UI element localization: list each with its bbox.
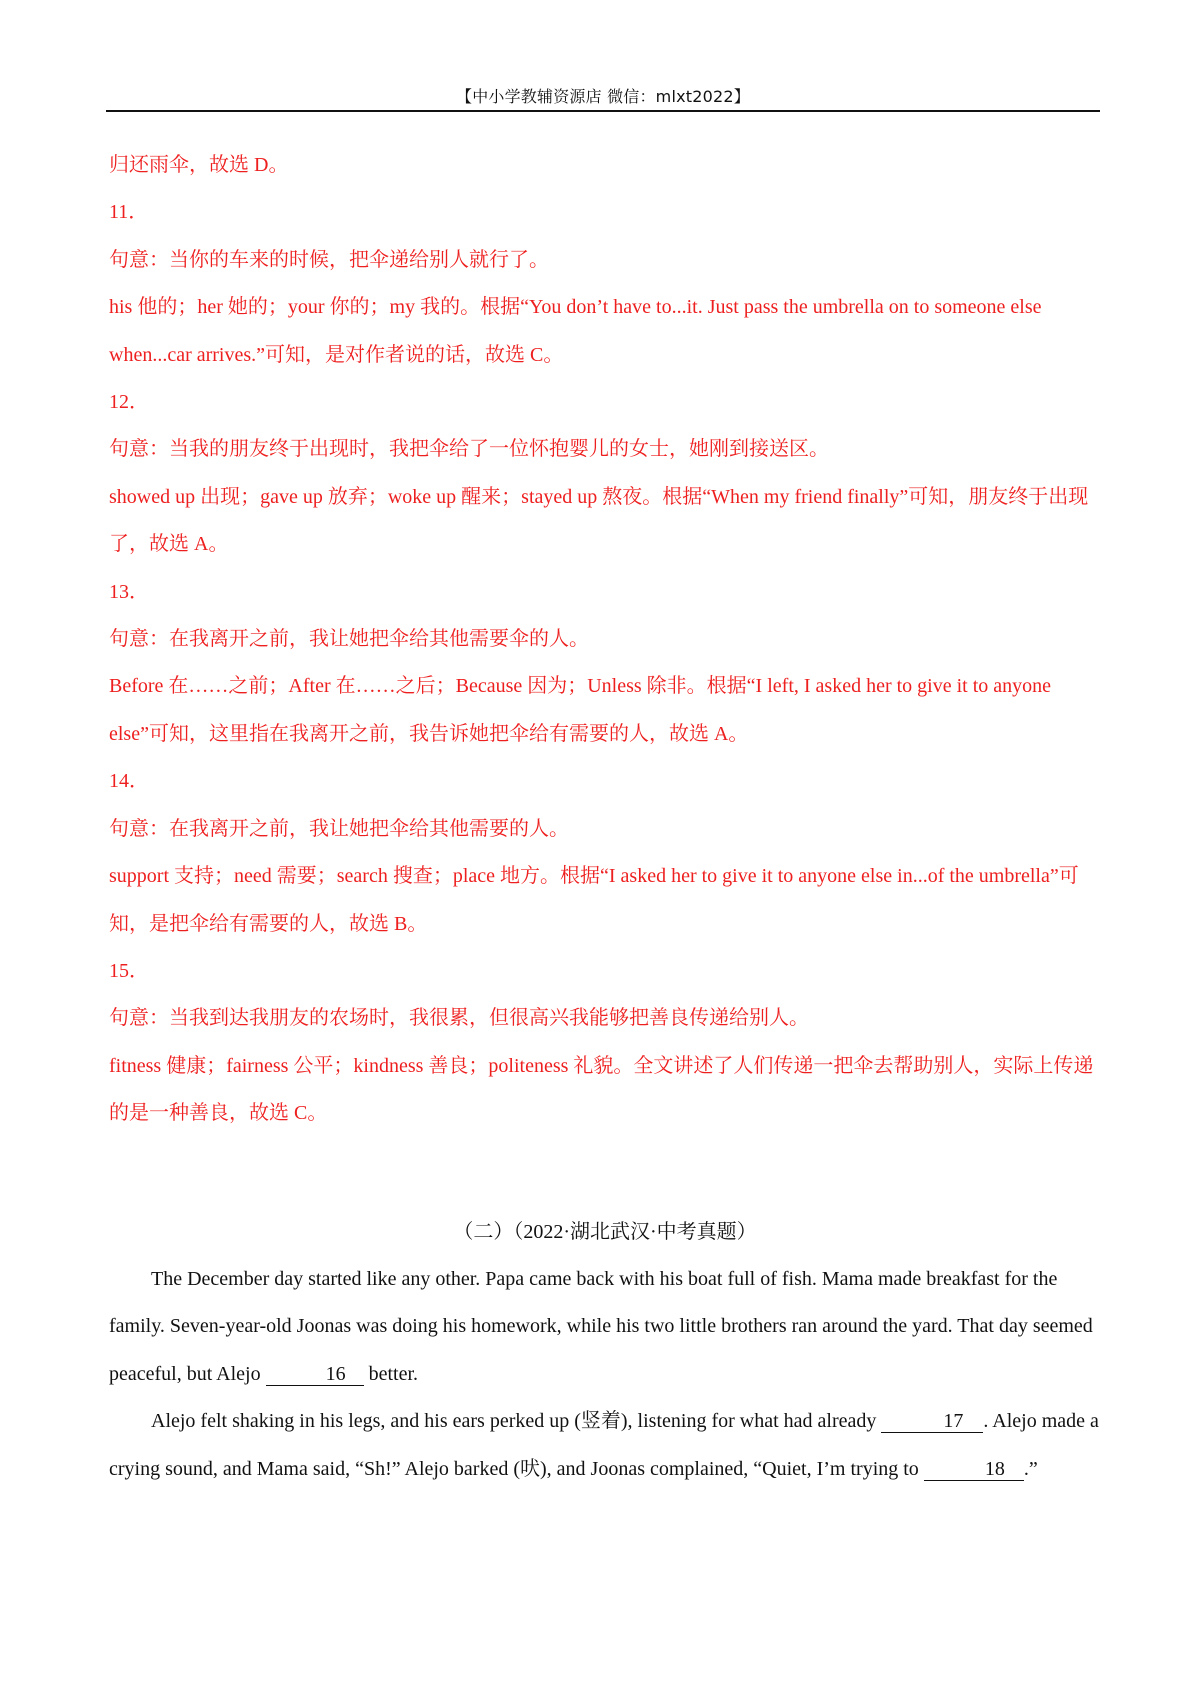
passage-text: .” bbox=[1023, 1457, 1038, 1480]
answer-number-13: 13． bbox=[109, 580, 149, 603]
blank-17: 17 bbox=[881, 1410, 983, 1433]
passage-text: The December day started like any other. Papa came back with his boat full of fish. Mama made breakfast for the family. Seven-year-old Joonas was doing his homework, while his two little brothers ran around the yard. That day seemed peaceful, but Alejo bbox=[109, 1267, 1093, 1385]
answer-meaning-13: 句意：在我离开之前，我让她把伞给其他需要伞的人。 bbox=[109, 628, 589, 651]
section-title: （二）（2022·湖北武汉·中考真题） bbox=[453, 1220, 757, 1243]
answer-analysis-13: Before 在……之前；After 在……之后；Because 因为；Unless 除非。根据“I left, I asked her to give it to anyone else”可知，这里指在我离开之前，我告诉她把伞给有需要的人，故选 A。 bbox=[109, 675, 1052, 745]
passage-paragraph-2 bbox=[109, 1398, 1101, 1493]
header-divider bbox=[106, 110, 1100, 112]
answer-continuation: 归还雨伞，故选 D。 bbox=[109, 154, 289, 176]
answer-analysis-14: support 支持；need 需要；search 搜查；place 地方。根据“I asked her to give it to anyone else in...of the umbrella”可知，是把伞给有需要的人，故选 B。 bbox=[109, 865, 1079, 935]
answer-meaning-12: 句意：当我的朋友终于出现时，我把伞给了一位怀抱婴儿的女士，她刚到接送区。 bbox=[109, 438, 829, 461]
answer-meaning-15: 句意：当我到达我朋友的农场时，我很累，但很高兴我能够把善良传递给别人。 bbox=[109, 1007, 809, 1030]
passage-text: . Alejo made a crying sound, and Mama said, “Sh!” Alejo barked (吠), and Joonas complained, “Quiet, I’m trying to bbox=[109, 1410, 1099, 1480]
answer-meaning-14: 句意：在我离开之前，我让她把伞给其他需要的人。 bbox=[109, 817, 569, 840]
section-gap bbox=[109, 1138, 1101, 1202]
answer-number-11: 11． bbox=[109, 201, 149, 224]
answer-number-12: 12． bbox=[109, 391, 149, 414]
blank-16: 16 bbox=[266, 1363, 364, 1386]
answer-analysis-15: fitness 健康；fairness 公平；kindness 善良；politeness 礼貌。全文讲述了人们传递一把伞去帮助别人，实际上传递的是一种善良，故选 C。 bbox=[109, 1054, 1094, 1125]
blank-18: 18 bbox=[924, 1458, 1024, 1481]
answer-analysis-11: his 他的；her 她的；your 你的；my 我的。根据“You don’t have to...it. Just pass the umbrella on to someone else when...car arrives.”可知，是对作者说的话，故选 C。 bbox=[109, 296, 1042, 366]
passage-text: Alejo felt shaking in his legs, and his ears perked up (竖着), listening for what had already bbox=[151, 1410, 882, 1433]
page-header: 【中小学教辅资源店 微信：mlxt2022】 bbox=[456, 87, 750, 106]
answer-number-14: 14． bbox=[109, 770, 149, 793]
page-content bbox=[109, 142, 1101, 1493]
answer-number-15: 15． bbox=[109, 959, 149, 982]
answer-meaning-11: 句意：当你的车来的时候，把伞递给别人就行了。 bbox=[109, 248, 549, 271]
answer-analysis-12: showed up 出现；gave up 放弃；woke up 醒来；stayed up 熬夜。根据“When my friend finally”可知，朋友终于出现了，故选 A。 bbox=[109, 485, 1089, 556]
passage-text: better. bbox=[363, 1362, 419, 1385]
passage-paragraph-1 bbox=[109, 1256, 1101, 1398]
